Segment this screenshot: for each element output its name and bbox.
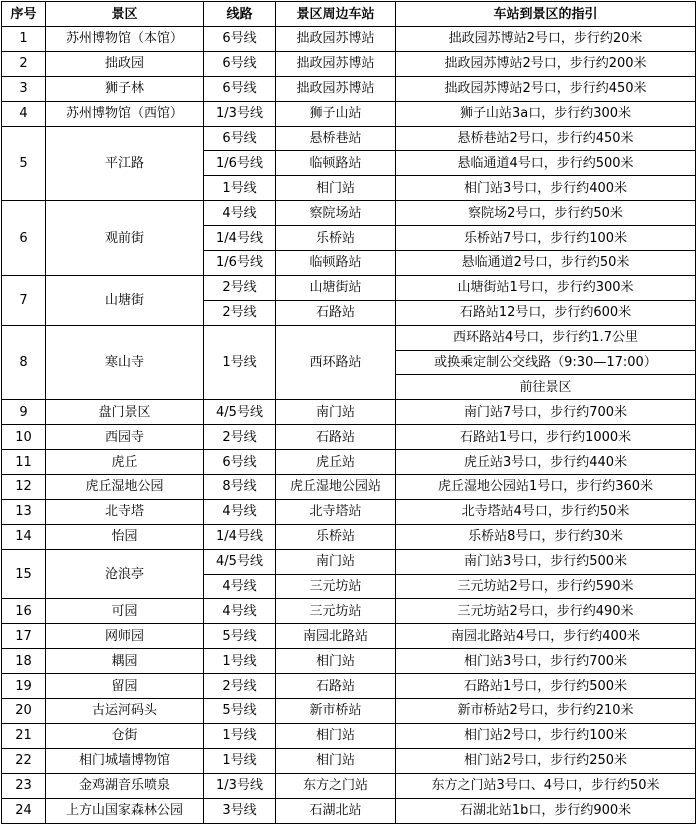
scenic-spot-name: 苏州博物馆（西馆） <box>46 101 204 126</box>
station-guide: 虎丘站3号口，步行约440米 <box>396 450 696 475</box>
metro-line: 1/3号线 <box>204 101 276 126</box>
row-number: 1 <box>2 27 46 52</box>
row-number: 4 <box>2 101 46 126</box>
row-number: 12 <box>2 475 46 500</box>
station-guide: 前往景区 <box>396 375 696 400</box>
table-body <box>2 27 696 824</box>
table-row <box>2 400 696 425</box>
nearby-station: 新市桥站 <box>276 699 396 724</box>
metro-line: 4/5号线 <box>204 549 276 574</box>
table-row <box>2 76 696 101</box>
station-guide: 拙政园苏博站2号口，步行约200米 <box>396 51 696 76</box>
table-row <box>2 101 696 126</box>
station-guide: 拙政园苏博站2号口，步行约20米 <box>396 27 696 52</box>
table-row <box>2 549 696 574</box>
header-row <box>2 2 696 27</box>
nearby-station: 山塘街站 <box>276 275 396 300</box>
row-number: 7 <box>2 275 46 325</box>
scenic-spot-name: 上方山国家森林公园 <box>46 798 204 823</box>
metro-line: 2号线 <box>204 275 276 300</box>
scenic-transit-table <box>1 1 696 824</box>
row-number: 23 <box>2 773 46 798</box>
metro-line: 3号线 <box>204 798 276 823</box>
station-guide: 或换乘定制公交线路（9:30—17:00） <box>396 350 696 375</box>
station-guide: 察院场2号口，步行约50米 <box>396 201 696 226</box>
row-number: 19 <box>2 674 46 699</box>
metro-line: 4号线 <box>204 499 276 524</box>
row-number: 2 <box>2 51 46 76</box>
scenic-spot-name: 平江路 <box>46 126 204 201</box>
header-line: 线路 <box>204 2 276 27</box>
nearby-station: 西环路站 <box>276 325 396 400</box>
station-guide: 石湖北站1b口，步行约900米 <box>396 798 696 823</box>
table-row <box>2 51 696 76</box>
station-guide: 石路站1号口，步行约1000米 <box>396 425 696 450</box>
scenic-spot-name: 金鸡湖音乐喷泉 <box>46 773 204 798</box>
metro-line: 1号线 <box>204 723 276 748</box>
nearby-station: 察院场站 <box>276 201 396 226</box>
nearby-station: 拙政园苏博站 <box>276 27 396 52</box>
nearby-station: 虎丘站 <box>276 450 396 475</box>
nearby-station: 狮子山站 <box>276 101 396 126</box>
metro-line: 1/4号线 <box>204 524 276 549</box>
nearby-station: 石路站 <box>276 425 396 450</box>
table-row <box>2 325 696 350</box>
table-row <box>2 275 696 300</box>
row-number: 18 <box>2 649 46 674</box>
scenic-spot-name: 寒山寺 <box>46 325 204 400</box>
row-number: 16 <box>2 599 46 624</box>
nearby-station: 虎丘湿地公园站 <box>276 475 396 500</box>
header-scenic-spot: 景区 <box>46 2 204 27</box>
station-guide: 相门站3号口，步行约700米 <box>396 649 696 674</box>
nearby-station: 乐桥站 <box>276 524 396 549</box>
scenic-spot-name: 苏州博物馆（本馆） <box>46 27 204 52</box>
station-guide: 拙政园苏博站2号口，步行约450米 <box>396 76 696 101</box>
metro-line: 2号线 <box>204 425 276 450</box>
row-number: 6 <box>2 201 46 276</box>
scenic-spot-name: 山塘街 <box>46 275 204 325</box>
nearby-station: 石湖北站 <box>276 798 396 823</box>
station-guide: 狮子山站3a口，步行约300米 <box>396 101 696 126</box>
nearby-station: 石路站 <box>276 674 396 699</box>
metro-line: 1号线 <box>204 325 276 400</box>
metro-line: 1/6号线 <box>204 251 276 276</box>
station-guide: 三元坊站2号口，步行约490米 <box>396 599 696 624</box>
scenic-spot-name: 可园 <box>46 599 204 624</box>
metro-line: 4/5号线 <box>204 400 276 425</box>
table-row <box>2 699 696 724</box>
metro-line: 6号线 <box>204 27 276 52</box>
metro-line: 1/6号线 <box>204 151 276 176</box>
header-station: 景区周边车站 <box>276 2 396 27</box>
metro-line: 4号线 <box>204 201 276 226</box>
row-number: 8 <box>2 325 46 400</box>
nearby-station: 南门站 <box>276 400 396 425</box>
station-guide: 悬临通道2号口，步行约50米 <box>396 251 696 276</box>
scenic-spot-name: 沧浪亭 <box>46 549 204 599</box>
table-row <box>2 748 696 773</box>
nearby-station: 相门站 <box>276 748 396 773</box>
scenic-spot-name: 怡园 <box>46 524 204 549</box>
row-number: 22 <box>2 748 46 773</box>
table-row <box>2 450 696 475</box>
station-guide: 悬桥巷站2号口，步行约450米 <box>396 126 696 151</box>
table-row <box>2 126 696 151</box>
station-guide: 三元坊站2号口，步行约590米 <box>396 574 696 599</box>
nearby-station: 南门站 <box>276 549 396 574</box>
row-number: 24 <box>2 798 46 823</box>
metro-line: 1号线 <box>204 748 276 773</box>
row-number: 13 <box>2 499 46 524</box>
station-guide: 北寺塔站4号口，步行约50米 <box>396 499 696 524</box>
scenic-spot-name: 网师园 <box>46 624 204 649</box>
nearby-station: 相门站 <box>276 649 396 674</box>
station-guide: 山塘街站1号口，步行约300米 <box>396 275 696 300</box>
station-guide: 相门站2号口，步行约100米 <box>396 723 696 748</box>
station-guide: 南门站3号口，步行约500米 <box>396 549 696 574</box>
scenic-spot-name: 拙政园 <box>46 51 204 76</box>
station-guide: 南园北路站4号口，步行约400米 <box>396 624 696 649</box>
table-row <box>2 201 696 226</box>
scenic-spot-name: 观前街 <box>46 201 204 276</box>
station-guide: 南门站7号口，步行约700米 <box>396 400 696 425</box>
scenic-spot-name: 北寺塔 <box>46 499 204 524</box>
metro-line: 1/4号线 <box>204 226 276 251</box>
scenic-spot-name: 盘门景区 <box>46 400 204 425</box>
station-guide: 新市桥站2号口，步行约210米 <box>396 699 696 724</box>
table-row <box>2 524 696 549</box>
nearby-station: 南园北路站 <box>276 624 396 649</box>
station-guide: 乐桥站7号口，步行约100米 <box>396 226 696 251</box>
nearby-station: 石路站 <box>276 300 396 325</box>
nearby-station: 拙政园苏博站 <box>276 76 396 101</box>
station-guide: 悬临通道4号口，步行约500米 <box>396 151 696 176</box>
table-row <box>2 475 696 500</box>
nearby-station: 北寺塔站 <box>276 499 396 524</box>
metro-line: 6号线 <box>204 126 276 151</box>
station-guide: 乐桥站8号口，步行约30米 <box>396 524 696 549</box>
nearby-station: 拙政园苏博站 <box>276 51 396 76</box>
metro-line: 1号线 <box>204 649 276 674</box>
table-row <box>2 773 696 798</box>
metro-line: 2号线 <box>204 300 276 325</box>
scenic-spot-name: 留园 <box>46 674 204 699</box>
metro-line: 6号线 <box>204 450 276 475</box>
station-guide: 虎丘湿地公园站1号口，步行约360米 <box>396 475 696 500</box>
nearby-station: 临顿路站 <box>276 251 396 276</box>
nearby-station: 相门站 <box>276 176 396 201</box>
row-number: 14 <box>2 524 46 549</box>
table-row <box>2 798 696 823</box>
metro-line: 4号线 <box>204 599 276 624</box>
nearby-station: 三元坊站 <box>276 599 396 624</box>
row-number: 17 <box>2 624 46 649</box>
scenic-spot-name: 耦园 <box>46 649 204 674</box>
scenic-spot-name: 仓街 <box>46 723 204 748</box>
scenic-spot-name: 西园寺 <box>46 425 204 450</box>
nearby-station: 三元坊站 <box>276 574 396 599</box>
metro-line: 6号线 <box>204 76 276 101</box>
table-row <box>2 27 696 52</box>
station-guide: 石路站1号口，步行约500米 <box>396 674 696 699</box>
nearby-station: 临顿路站 <box>276 151 396 176</box>
table-row <box>2 499 696 524</box>
station-guide: 石路站12号口，步行约600米 <box>396 300 696 325</box>
station-guide: 西环路站4号口，步行约1.7公里 <box>396 325 696 350</box>
metro-line: 8号线 <box>204 475 276 500</box>
header-no: 序号 <box>2 2 46 27</box>
row-number: 21 <box>2 723 46 748</box>
scenic-spot-name: 虎丘 <box>46 450 204 475</box>
scenic-spot-name: 虎丘湿地公园 <box>46 475 204 500</box>
table-row <box>2 649 696 674</box>
metro-line: 1号线 <box>204 176 276 201</box>
station-guide: 相门站3号口，步行约400米 <box>396 176 696 201</box>
table-row <box>2 624 696 649</box>
nearby-station: 悬桥巷站 <box>276 126 396 151</box>
metro-line: 2号线 <box>204 674 276 699</box>
table-row <box>2 674 696 699</box>
row-number: 11 <box>2 450 46 475</box>
nearby-station: 东方之门站 <box>276 773 396 798</box>
row-number: 3 <box>2 76 46 101</box>
station-guide: 东方之门站3号口、4号口，步行约50米 <box>396 773 696 798</box>
scenic-spot-name: 相门城墙博物馆 <box>46 748 204 773</box>
table-row <box>2 599 696 624</box>
nearby-station: 相门站 <box>276 723 396 748</box>
metro-line: 6号线 <box>204 51 276 76</box>
row-number: 9 <box>2 400 46 425</box>
table-row <box>2 723 696 748</box>
header-guide: 车站到景区的指引 <box>396 2 696 27</box>
nearby-station: 乐桥站 <box>276 226 396 251</box>
row-number: 15 <box>2 549 46 599</box>
metro-line: 4号线 <box>204 574 276 599</box>
row-number: 20 <box>2 699 46 724</box>
metro-line: 1/3号线 <box>204 773 276 798</box>
table-row <box>2 425 696 450</box>
scenic-spot-name: 狮子林 <box>46 76 204 101</box>
metro-line: 5号线 <box>204 624 276 649</box>
scenic-spot-name: 古运河码头 <box>46 699 204 724</box>
row-number: 5 <box>2 126 46 201</box>
row-number: 10 <box>2 425 46 450</box>
metro-line: 5号线 <box>204 699 276 724</box>
station-guide: 相门站2号口，步行约250米 <box>396 748 696 773</box>
